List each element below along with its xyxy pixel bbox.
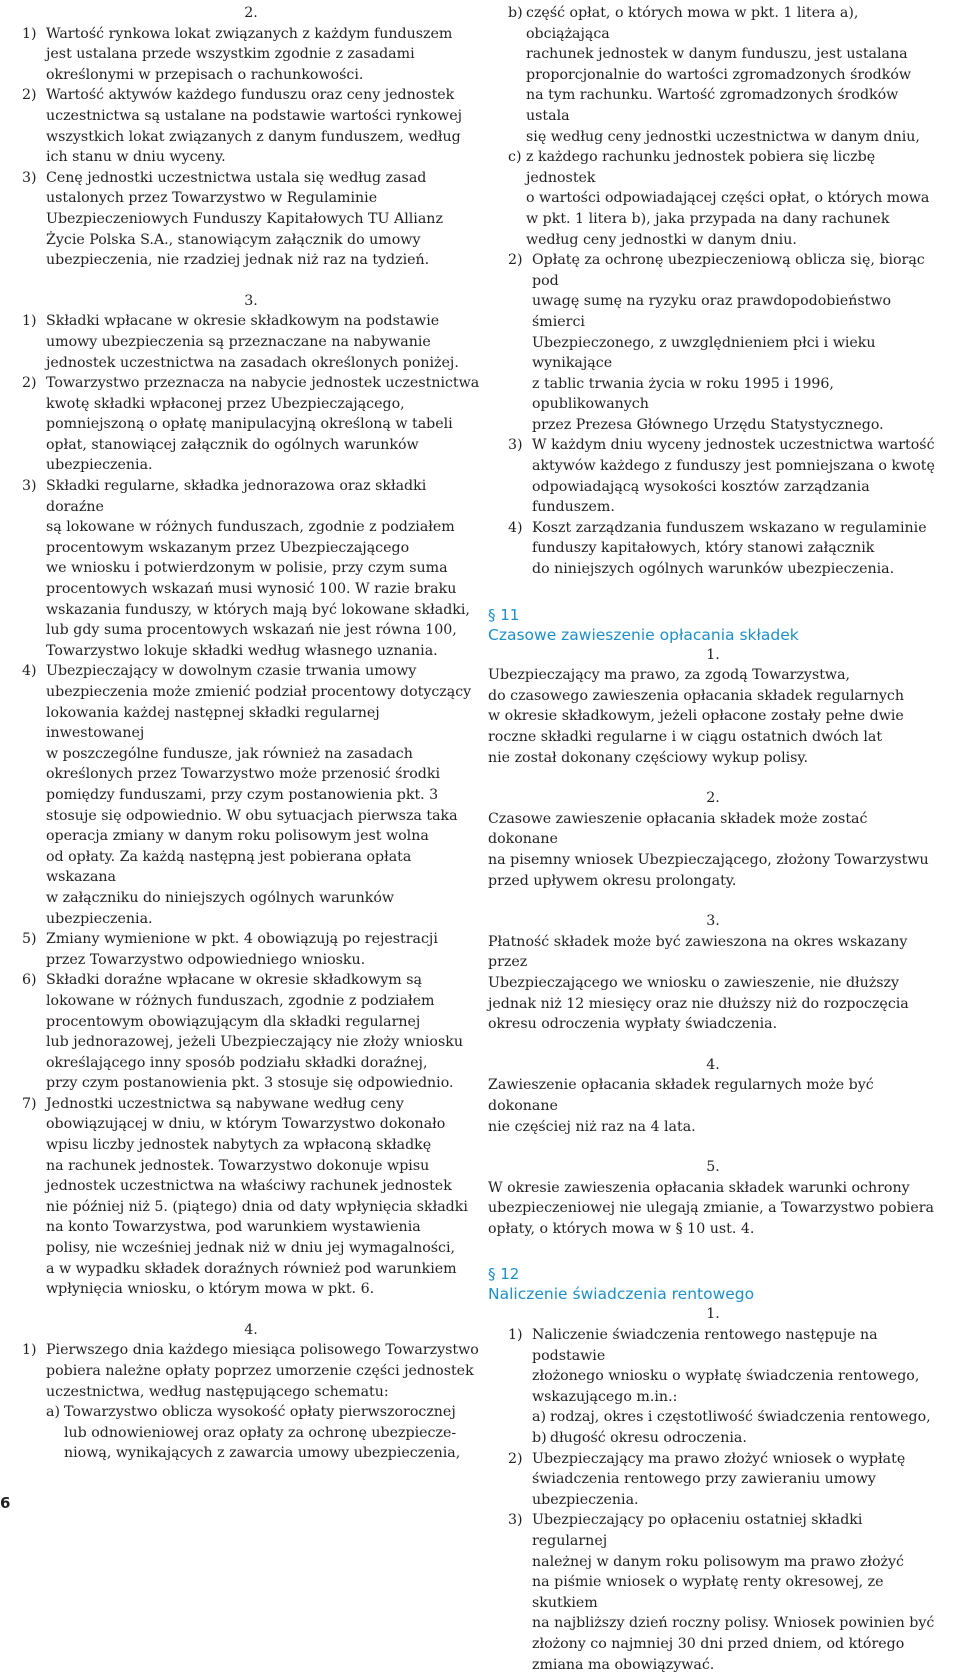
- item-number: 2): [22, 87, 37, 104]
- item-text: Naliczenie świadczenia rentowego następuje na podstawie złożonego wniosku o wypłatę świadczenia rentowego, wskazującego m.in.:: [532, 1327, 920, 1405]
- item-number: 7): [22, 1095, 37, 1112]
- section-number: 5.: [706, 1159, 720, 1176]
- list-item: [22, 929, 480, 970]
- list-item: [22, 1094, 480, 1300]
- sub-list-item: [532, 1428, 938, 1449]
- item-number: 1): [22, 1342, 37, 1359]
- item-text: Pierwszego dnia każdego miesiąca polisowego Towarzystwo pobiera należne opłaty poprzez umorzenie części jednostek uczestnictwa, według następującego schematu:: [46, 1342, 479, 1400]
- list-item: [22, 661, 480, 929]
- sub-list-item: [46, 1402, 480, 1464]
- item-text: rodzaj, okres i częstotliwość świadczenia rentowego,: [550, 1409, 931, 1426]
- list-item: [22, 24, 480, 86]
- list-item: [508, 1325, 938, 1407]
- sub-list-item: [532, 1407, 938, 1428]
- list-item: [22, 311, 480, 373]
- item-number: 1): [22, 313, 37, 330]
- item-text: Wartość rynkowa lokat związanych z każdym funduszem jest ustalana przede wszystkim zgodnie z zasadami określonymi w przepisach o rachunkowości.: [46, 25, 453, 83]
- list-item: [508, 250, 938, 435]
- list-item: [22, 1340, 480, 1402]
- sub-list-item: [508, 3, 938, 147]
- paragraph: Czasowe zawieszenie opłacania składek może zostać dokonane na pisemny wniosek Ubezpieczającego, złożony Towarzystwu przed upływem okresu prolongaty.: [488, 810, 929, 889]
- item-number: 5): [22, 931, 37, 948]
- page-number: 6: [0, 1494, 11, 1512]
- item-number: 2): [508, 252, 523, 269]
- item-text: z każdego rachunku jednostek pobiera się liczbę jednostek o wartości odpowiadającej części opłat, o których mowa w pkt. 1 litera b), jaka przypada na dany rachunek według ceny jednostki w danym dniu.: [526, 149, 930, 248]
- section-heading-12: [488, 1265, 938, 1304]
- item-number: 6): [22, 972, 37, 989]
- item-text: Ubezpieczający ma prawo złożyć wniosek o wypłatę świadczenia rentowego przy zawieraniu umowy ubezpieczenia.: [532, 1450, 906, 1508]
- list-item: [22, 970, 480, 1094]
- paragraph: Ubezpieczający ma prawo, za zgodą Towarzystwa, do czasowego zawieszenia opłacania składek regularnych w okresie składkowym, jeżeli opłacone zostały pełne dwie roczne składki regularne i w ciągu ostatnich dwóch lat nie został dokonany częściowy wykup polisy.: [488, 667, 904, 766]
- item-text: Ubezpieczający w dowolnym czasie trwania umowy ubezpieczenia może zmienić podział procentowy dotyczący lokowania każdej następnej składki regularnej inwestowanej w poszczególne fundusze, jak również na zasadach określonych przez Towarzystwo może przenosić środki pomiędzy funduszami, przy czym postanowienia pkt. 3 stosuje się odpowiednio. W obu sytuacjach pierwsza taka operacja zmiany w danym roku polisowym jest wolna od opłaty. Za każdą następną jest pobierana opłata wskazana w załączniku do niniejszych ogólnych warunków ubezpieczenia.: [46, 663, 472, 927]
- list-item: [22, 85, 480, 167]
- item-text: długość okresu odroczenia.: [550, 1430, 747, 1447]
- item-text: W każdym dniu wyceny jednostek uczestnictwa wartość aktywów każdego z funduszy jest pomniejszana o kwotę odpowiadającą wysokości kosztów zarządzania funduszem.: [532, 437, 935, 516]
- item-number: 3): [508, 1512, 523, 1529]
- section-heading-11: [488, 606, 938, 645]
- item-text: Opłatę za ochronę ubezpieczeniową oblicza się, biorąc pod uwagę sumę na ryzyku oraz prawdopodobieństwo śmierci Ubezpieczonego, z uwzględnieniem płci i wieku wynikające z tablic trwania życia w roku 1995 i 1996, opublikowanych przez Prezesa Głównego Urzędu Statystycznego.: [532, 252, 925, 433]
- item-number: 4): [22, 663, 37, 680]
- section-number: 1.: [706, 646, 720, 663]
- item-number: 2): [508, 1450, 523, 1467]
- section-title: Naliczenie świadczenia rentowego: [488, 1285, 755, 1304]
- list-item: [22, 476, 480, 661]
- item-letter: a): [46, 1404, 60, 1421]
- item-text: Jednostki uczestnictwa są nabywane według ceny obowiązującej w dniu, w którym Towarzystwo dokonało wpisu liczby jednostek nabytych za wpłaconą składkę na rachunek jednostek. Towarzystwo dokonuje wpisu jednostek uczestnictwa na właściwy rachunek jednostek nie później niż 5. (piątego) dnia od daty wpłynięcia składki na konto Towarzystwa, pod warunkiem wystawienia polisy, nie wcześniej jednak niż w dniu jej wymagalności, a w wypadku składek doraźnych również pod warunkiem wpłynięcia wniosku, o którym mowa w pkt. 6.: [46, 1095, 468, 1298]
- paragraph-sign: § 11: [488, 605, 520, 624]
- item-letter: c): [508, 149, 522, 166]
- section-title: Czasowe zawieszenie opłacania składek: [488, 625, 799, 644]
- section-number: 3.: [244, 292, 258, 309]
- left-column: [22, 3, 480, 1464]
- list-item: [508, 435, 938, 517]
- sub-list-item: [508, 147, 938, 250]
- item-text: Ubezpieczający po opłaceniu ostatniej składki regularnej należnej w danym roku polisowym ma prawo złożyć na piśmie wniosek o wypłatę renty okresowej, ze skutkiem na najbliższy dzień roczny polisy. Wniosek powinien być złożony co najmniej 30 dni przed dniem, od którego zmiana ma obowiązywać.: [532, 1512, 935, 1673]
- list-item: [22, 373, 480, 476]
- item-text: Towarzystwo oblicza wysokość opłaty pierwszorocznej lub odnowieniowej oraz opłaty za ochronę ubezpiecze- niową, wynikających z zawarcia umowy ubezpieczenia,: [64, 1404, 461, 1462]
- section-number: 1.: [706, 1306, 720, 1323]
- section-number: 2.: [244, 5, 258, 21]
- paragraph: Zawieszenie opłacania składek regularnych może być dokonane nie częściej niż raz na 4 lata.: [488, 1077, 874, 1135]
- item-number: 3): [508, 437, 523, 454]
- item-text: Składki wpłacane w okresie składkowym na podstawie umowy ubezpieczenia są przeznaczane na nabywanie jednostek uczestnictwa na zasadach określonych poniżej.: [46, 313, 459, 371]
- list-item: [22, 168, 480, 271]
- item-letter: a): [532, 1409, 546, 1426]
- item-letter: b): [508, 5, 523, 21]
- item-text: Zmiany wymienione w pkt. 4 obowiązują po rejestracji przez Towarzystwo odpowiedniego wniosku.: [46, 931, 438, 968]
- item-text: Wartość aktywów każdego funduszu oraz ceny jednostek uczestnictwa są ustalane na podstawie wartości rynkowej wszystkich lokat związanych z danym funduszem, według ich stanu w dniu wyceny.: [46, 87, 462, 166]
- list-item: [508, 1449, 938, 1511]
- section-number: 4.: [244, 1321, 258, 1338]
- item-number: 1): [22, 25, 37, 42]
- right-column: [488, 3, 938, 1675]
- section-number: 4.: [706, 1056, 720, 1073]
- section-number: 3.: [706, 913, 720, 930]
- paragraph: Płatność składek może być zawieszona na okres wskazany przez Ubezpieczającego we wniosku o zawieszenie, nie dłuższy jednak niż 12 miesięcy oraz nie dłuższy niż do rozpoczęcia okresu odroczenia wypłaty świadczenia.: [488, 933, 909, 1033]
- list-item: [508, 1510, 938, 1675]
- item-text: część opłat, o których mowa w pkt. 1 litera a), obciążająca rachunek jednostek w danym funduszu, jest ustalana proporcjonalnie do wartości zgromadzonych środków na tym rachunku. Wartość zgromadzonych środków ustala się według ceny jednostki uczestnictwa w danym dniu,: [526, 5, 920, 145]
- section-number: 2.: [706, 790, 720, 807]
- item-letter: b): [532, 1430, 547, 1447]
- list-item: [508, 518, 938, 580]
- item-number: 1): [508, 1327, 523, 1344]
- item-text: Składki doraźne wpłacane w okresie składkowym są lokowane w różnych funduszach, zgodnie z podziałem procentowym obowiązującym dla składki regularnej lub jednorazowej, jeżeli Ubezpieczający nie złoży wniosku określającego inny sposób podziału składki doraźnej, przy czym postanowienia pkt. 3 stosuje się odpowiednio.: [46, 972, 463, 1092]
- item-number: 4): [508, 519, 523, 536]
- item-text: Koszt zarządzania funduszem wskazano w regulaminie funduszy kapitałowych, który stanowi załącznik do niniejszych ogólnych warunków ubezpieczenia.: [532, 519, 927, 578]
- item-text: Towarzystwo przeznacza na nabycie jednostek uczestnictwa kwotę składki wpłaconej przez Ubezpieczającego, pomniejszoną o opłatę manipulacyjną określoną w tabeli opłat, stanowiącej załącznik do ogólnych warunków ubezpieczenia.: [46, 375, 480, 474]
- paragraph-sign: § 12: [488, 1265, 520, 1284]
- item-text: Cenę jednostki uczestnictwa ustala się według zasad ustalonych przez Towarzystwo w Regulaminie Ubezpieczeniowych Funduszy Kapitałowych TU Allianz Życie Polska S.A., stanowiącym załącznik do umowy ubezpieczenia, nie rzadziej jednak niż raz na tydzień.: [46, 169, 443, 269]
- item-number: 3): [22, 478, 37, 495]
- item-text: Składki regularne, składka jednorazowa oraz składki doraźne są lokowane w różnych funduszach, zgodnie z podziałem procentowym wskazanym przez Ubezpieczającego we wniosku i potwierdzonym w polisie, przy czym suma procentowych wskazań musi wynosić 100. W razie braku wskazania funduszy, w których mają być lokowane składki, lub gdy suma procentowych wskazań nie jest równa 100, Towarzystwo lokuje składki według własnego uznania.: [46, 478, 470, 659]
- item-number: 2): [22, 375, 37, 392]
- item-number: 3): [22, 169, 37, 186]
- paragraph: W okresie zawieszenia opłacania składek warunki ochrony ubezpieczeniowej nie ulegają zmianie, a Towarzystwo pobiera opłaty, o których mowa w § 10 ust. 4.: [488, 1179, 934, 1237]
